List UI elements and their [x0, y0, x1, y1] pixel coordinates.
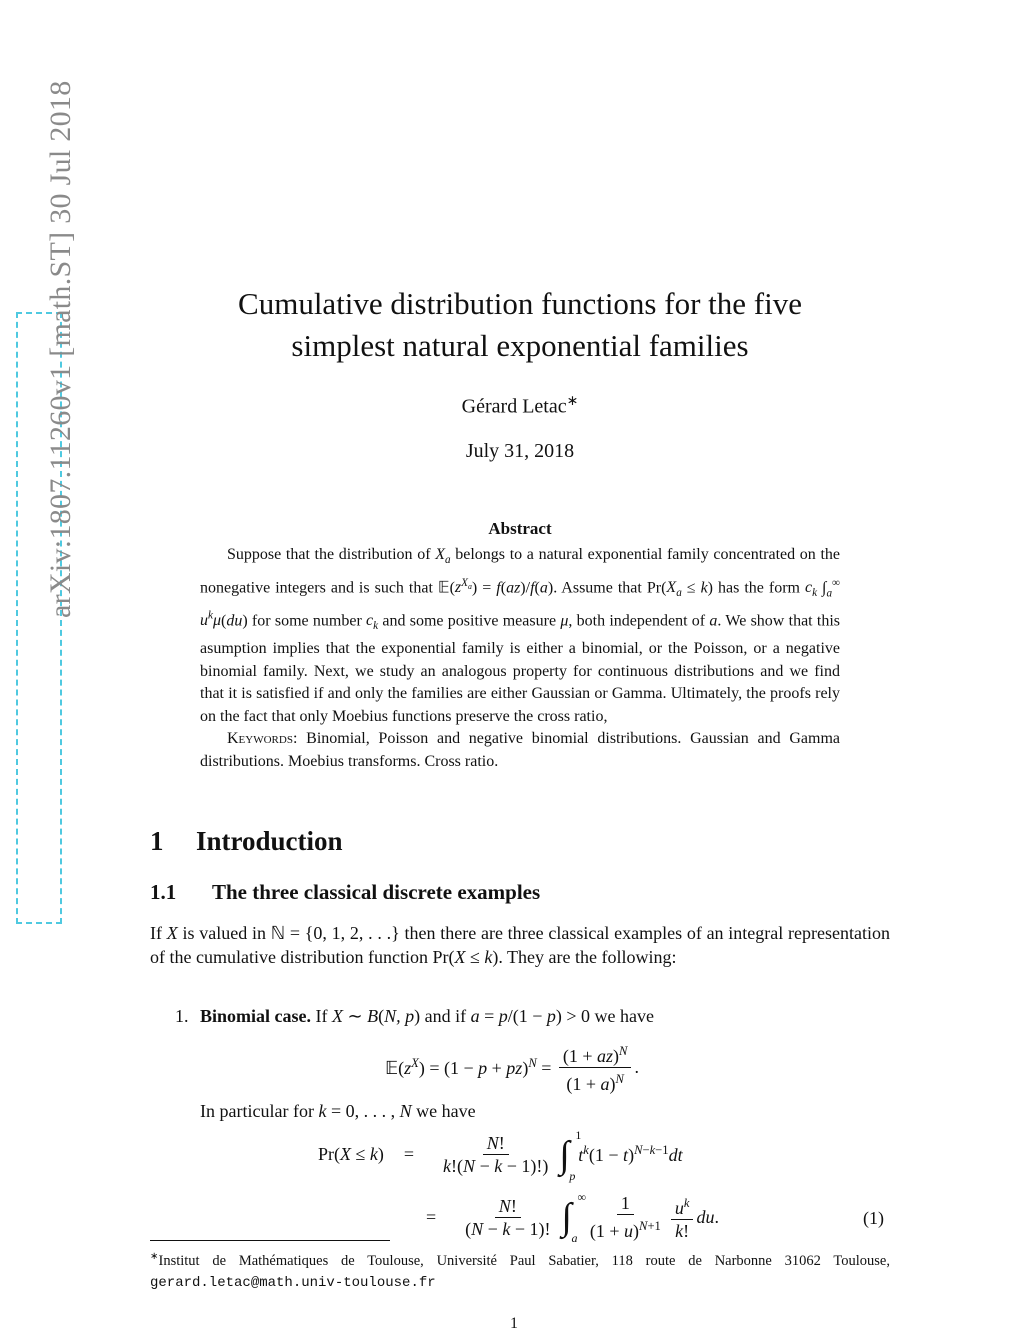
list-label: Binomial case.: [200, 1006, 311, 1026]
footnote-rule: [150, 1240, 390, 1241]
list-number: 1.: [175, 1006, 189, 1026]
arxiv-stamp: arXiv:1807.11260v1 [math.ST] 30 Jul 2018: [44, 80, 77, 618]
abstract-heading: Abstract: [488, 519, 552, 538]
list-item-binomial: 1. Binomial case. If X ∼ B(N, p) and if a = p/(1 − p) > 0 we have: [175, 1006, 655, 1026]
equation-number: (1): [863, 1208, 884, 1228]
keywords-text: Binomial, Poisson and negative binomial distributions. Gaussian and Gamma distributions. Moebius transforms. Cross ratio.: [200, 730, 841, 770]
footnote-email[interactable]: gerard.letac@math.univ-toulouse.fr: [150, 1274, 436, 1291]
subsection-title: The three classical discrete examples: [212, 880, 541, 904]
section-title: Introduction: [196, 826, 343, 856]
section-number: 1: [150, 826, 164, 856]
keywords: [200, 728, 840, 773]
footnote-text: Institut de Mathématiques de Toulouse, Université Paul Sabatier, 118 route de Narbonne 31062 Toulouse,: [158, 1252, 890, 1269]
footnote-mark: ∗: [150, 1251, 159, 1262]
subsection-heading: [150, 880, 540, 905]
equation-1-line-1: Pr(X ≤ k) = $\frac{N!}{k!(N - k - 1)!)}$ ∫ 1 p $t^k(1 - t)^{N-k-1}dt$: [318, 1127, 683, 1183]
author: [150, 393, 890, 419]
footnote: [150, 1246, 890, 1294]
section-heading: [150, 826, 343, 857]
paper-title: [150, 283, 890, 367]
keywords-label: Keywords:: [227, 730, 298, 748]
subsection-number: 1.1: [150, 880, 177, 904]
title-line-1: Cumulative distribution functions for the five: [238, 286, 802, 321]
date: July 31, 2018: [465, 440, 575, 462]
page-number: 1: [510, 1315, 518, 1332]
title-line-2: simplest natural exponential families: [291, 328, 749, 363]
author-name: Gérard Letac: [461, 395, 567, 418]
equation-1-line-2: = $\frac{N!}{(N - k - 1)!}$ ∫ ∞ a $\frac{1}{(1 + u)^{N+1}}$ $\frac{u^k}{k!}$ du.: [426, 1190, 719, 1245]
equation-generating-function: $𝔼(z^X) = (1 - p + pz)^N$ = $\frac{(1 + az)^N}{(1 + a)^N}$ .: [385, 1040, 639, 1095]
author-footnote-mark: ∗: [566, 394, 579, 409]
abstract-paragraph: Suppose that the distribution of $X_a$ belongs to a natural exponential family concentrated on the nonegative integers and is such that $𝔼(z^{X_a}) = f(az)/f(a)$. Assume that $Pr(X_a \le k)$ has the form $c_k$ $\int_a^\infty$ $u^k\mu(du)$ for some number $c_k$ and some positive measure μ, both independent of a. We show that this asumption implies that the exponential family is either a binomial, or the Poisson, or a negative binomial family. Next, we study an analogous property for continuous distributions and we find that it is satisfied if and only the families are either Gaussian or Gamma. Ultimately, the proofs rely on the fact that only Moebius functions preserve the cross ratio,: [200, 546, 841, 725]
in-particular-text: In particular for k = 0, . . . , N we have: [200, 1101, 476, 1121]
abstract-body: [200, 544, 840, 774]
intro-paragraph: If X is valued in ℕ = {0, 1, 2, . . .} then there are three classical examples of an integral representation of the cumulative distribution function Pr(X ≤ k). They are the following:: [150, 923, 890, 967]
